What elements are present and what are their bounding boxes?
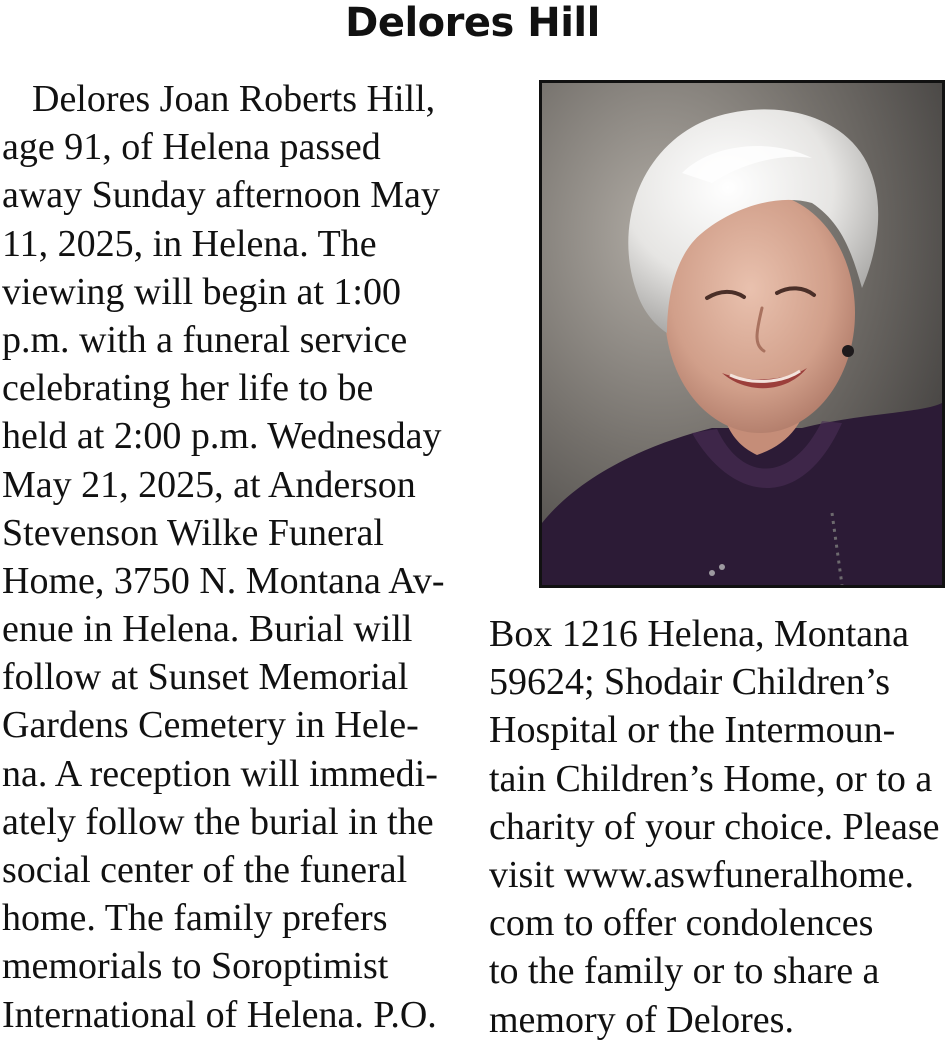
text-line: com to offer condolences [489, 902, 874, 945]
text-line: social center of the funeral [2, 849, 408, 891]
portrait-image [542, 83, 942, 585]
text-line: charity of your choice. Please [489, 805, 940, 848]
obituary-title: Delores Hill [345, 0, 600, 46]
text-line: Stevenson Wilke Funeral [2, 511, 384, 554]
text-line: to the family or to share a [489, 950, 880, 993]
text-line: ately follow the burial in the [2, 800, 434, 843]
text-line: p.m. with a funeral service [2, 318, 408, 361]
obituary-body-right-column [489, 610, 945, 1044]
text-line: Box 1216 Helena, Montana [489, 613, 910, 655]
text-line: celebrating her life to be [2, 367, 374, 410]
text-line: held at 2:00 p.m. Wednesday [2, 415, 442, 458]
text-line: 59624; Shodair Children’s [489, 661, 891, 704]
text-line: International of Helena. P.O. [2, 993, 437, 1036]
text-line: home. The family prefers [2, 897, 388, 940]
text-line: Home, 3750 N. Montana Av- [2, 559, 445, 602]
text-line: away Sunday afternoon May [2, 174, 440, 217]
text-line: 11, 2025, in Helena. The [2, 222, 377, 265]
text-line: Delores Joan Roberts Hill, [32, 78, 436, 120]
text-line: follow at Sunset Memorial [2, 656, 409, 699]
text-line: memory of Delores. [489, 998, 794, 1041]
text-line: Gardens Cemetery in Hele- [2, 704, 419, 747]
text-line: Hospital or the Intermoun- [489, 709, 896, 752]
text-line: viewing will begin at 1:00 [2, 270, 401, 313]
portrait-photo [539, 80, 945, 588]
text-line: tain Children’s Home, or to a [489, 757, 933, 800]
text-line: visit www.aswfuneralhome. [489, 853, 914, 896]
obituary-body-left-column [2, 75, 472, 1039]
text-line: na. A reception will immedi- [2, 752, 438, 795]
text-line: enue in Helena. Burial will [2, 608, 413, 651]
text-line: memorials to Soroptimist [2, 945, 389, 988]
text-line: May 21, 2025, at Anderson [2, 463, 416, 506]
text-line: age 91, of Helena passed [2, 126, 381, 169]
